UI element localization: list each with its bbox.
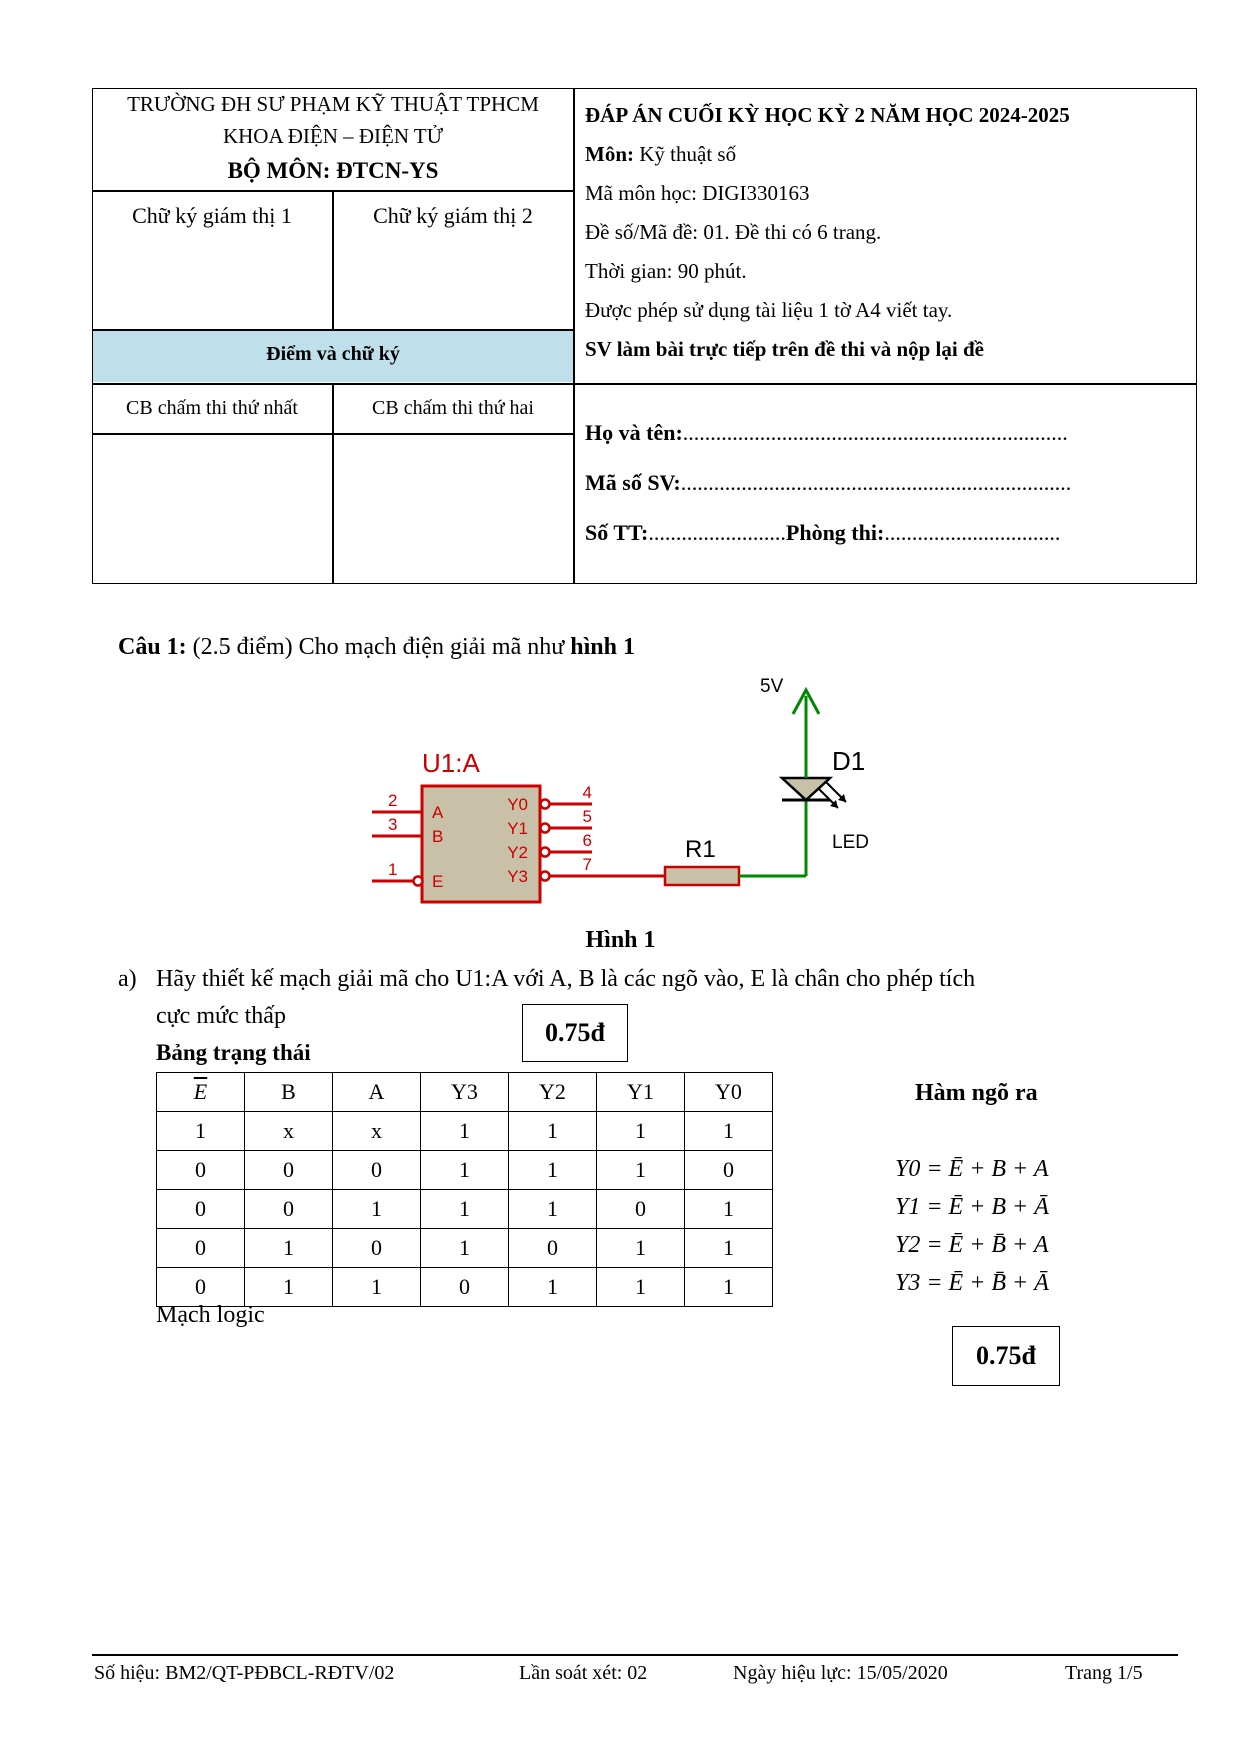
table-cell: 1	[157, 1112, 245, 1151]
figure-ref: hình 1	[570, 634, 635, 660]
header-y2: Y2	[509, 1073, 597, 1112]
exam-code: Đề số/Mã đề: 01. Đề thi có 6 trang.	[585, 220, 882, 244]
seat-label: Số TT:	[585, 520, 649, 545]
question1-label: Câu 1:	[118, 634, 187, 660]
equation-y0: Y0 = Ē + B + A	[895, 1156, 1049, 1182]
score-box-functions: 0.75đ	[952, 1326, 1060, 1386]
table-cell: 0	[157, 1190, 245, 1229]
pin-y1-bubble	[541, 824, 550, 833]
table-cell: 1	[597, 1268, 685, 1307]
exam-title: ĐÁP ÁN CUỐI KỲ HỌC KỲ 2 NĂM HỌC 2024-2025	[585, 103, 1070, 127]
name-dots: ......................................................................	[682, 420, 1068, 445]
table-cell: 0	[157, 1268, 245, 1307]
room-dots: ................................	[884, 520, 1061, 545]
logic-circuit-label: Mạch logic	[156, 1302, 265, 1328]
part-a-line1: Hãy thiết kế mạch giải mã cho U1:A với A, B là các ngõ vào, E là chân cho phép tích	[156, 966, 976, 992]
department-name: BỘ MÔN: ĐTCN-YS	[227, 158, 439, 183]
pin-a-label: A	[432, 803, 444, 822]
room-label: Phòng thi:	[785, 520, 885, 545]
table-cell: 0	[333, 1229, 421, 1268]
footer-revision: Lần soát xét: 02	[519, 1662, 648, 1684]
truth-table	[156, 1072, 773, 1307]
table-cell: 1	[685, 1229, 773, 1268]
pin-b-label: B	[432, 827, 444, 846]
resistor-body	[665, 867, 739, 885]
equation-y3: Y3 = Ē + B̄ + Ā	[895, 1270, 1049, 1296]
pin-y2-number: 6	[582, 831, 592, 850]
footer-divider	[92, 1654, 1178, 1656]
table-cell: x	[245, 1112, 333, 1151]
course-code: Mã môn học: DIGI330163	[585, 181, 810, 205]
instruction-note: SV làm bài trực tiếp trên đề thi và nộp lại đề	[585, 337, 984, 361]
figure-caption: Hình 1	[585, 927, 656, 953]
table-cell: 0	[245, 1151, 333, 1190]
school-name: TRƯỜNG ĐH SƯ PHẠM KỸ THUẬT TPHCM	[127, 92, 539, 116]
question1-points: (2.5 điểm) Cho mạch điện giải mã như	[192, 634, 565, 660]
footer-doc-no: Số hiệu: BM2/QT-PĐBCL-RĐTV/02	[94, 1662, 395, 1684]
table-row	[157, 1268, 773, 1307]
pin-e-number: 1	[388, 860, 398, 879]
table-cell: 1	[597, 1112, 685, 1151]
equation-y1: Y1 = Ē + B + Ā	[895, 1194, 1049, 1220]
table-cell: 0	[421, 1268, 509, 1307]
exam-time: Thời gian: 90 phút.	[585, 259, 747, 283]
materials-note: Được phép sử dụng tài liệu 1 tờ A4 viết tay.	[585, 298, 953, 322]
table-cell: 0	[157, 1151, 245, 1190]
table-cell: 1	[421, 1190, 509, 1229]
pin-y3-label: Y3	[507, 867, 528, 886]
table-cell: 1	[509, 1190, 597, 1229]
footer-effective-date: Ngày hiệu lực: 15/05/2020	[733, 1662, 948, 1684]
score-box-table: 0.75đ	[522, 1004, 628, 1062]
table-cell: 1	[245, 1229, 333, 1268]
table-cell: 0	[245, 1190, 333, 1229]
student-name-field	[585, 420, 1068, 446]
question1-heading	[118, 634, 635, 661]
header-e-bar: $\overline{E}$	[157, 1073, 245, 1112]
table-cell: 0	[685, 1151, 773, 1190]
proctor2-label: Chữ ký giám thị 2	[373, 203, 533, 228]
table-cell: 1	[245, 1268, 333, 1307]
table-cell: 1	[597, 1229, 685, 1268]
faculty-name: KHOA ĐIỆN – ĐIỆN TỬ	[222, 124, 444, 148]
supply-label: 5V	[760, 676, 784, 697]
table-header-row	[157, 1073, 773, 1112]
id-dots: .......................................................................	[680, 470, 1072, 495]
student-id-field	[585, 470, 1071, 496]
table-cell: 1	[333, 1190, 421, 1229]
table-cell: 1	[597, 1151, 685, 1190]
pin-y0-number: 4	[582, 783, 592, 802]
table-cell: 1	[685, 1190, 773, 1229]
header-y1: Y1	[597, 1073, 685, 1112]
table-cell: 1	[509, 1112, 597, 1151]
led-symbol	[782, 778, 830, 800]
pin-b-number: 3	[388, 815, 398, 834]
divider	[573, 383, 1197, 385]
led-type: LED	[832, 832, 869, 853]
subject-line	[585, 142, 736, 167]
output-functions-title: Hàm ngõ ra	[915, 1080, 1038, 1106]
table-cell: 1	[685, 1268, 773, 1307]
decoder-circuit-diagram	[360, 670, 920, 920]
grader1-label: CB chấm thi thứ nhất	[126, 397, 298, 419]
pin-e-bubble	[414, 877, 423, 886]
part-a-line2: cực mức thấp	[156, 1003, 286, 1029]
header-y3: Y3	[421, 1073, 509, 1112]
pin-y0-bubble	[541, 800, 550, 809]
pin-e-label: E	[432, 872, 444, 891]
table-cell: 0	[597, 1190, 685, 1229]
table-row	[157, 1190, 773, 1229]
table-row	[157, 1229, 773, 1268]
seat-dots: .........................	[648, 520, 786, 545]
equation-y2: Y2 = Ē + B̄ + A	[895, 1232, 1049, 1258]
footer-page-number: Trang 1/5	[1065, 1662, 1143, 1684]
resistor-label: R1	[685, 836, 716, 863]
pin-y1-number: 5	[582, 807, 592, 826]
table-cell: 1	[421, 1229, 509, 1268]
table-cell: 1	[421, 1112, 509, 1151]
pin-y2-label: Y2	[507, 843, 528, 862]
chip-name: U1:A	[422, 748, 480, 778]
id-label: Mã số SV:	[585, 470, 681, 495]
table-cell: 0	[333, 1151, 421, 1190]
table-cell: 1	[421, 1151, 509, 1190]
pin-y2-bubble	[541, 848, 550, 857]
table-cell: x	[333, 1112, 421, 1151]
header-a: A	[333, 1073, 421, 1112]
subject-label: Môn:	[585, 142, 634, 166]
table-cell: 0	[509, 1229, 597, 1268]
subject-value: Kỹ thuật số	[639, 142, 737, 166]
pin-y1-label: Y1	[507, 819, 528, 838]
part-a-prefix: a)	[118, 966, 137, 992]
table-cell: 1	[509, 1268, 597, 1307]
grader2-label: CB chấm thi thứ hai	[372, 397, 534, 419]
led-name: D1	[832, 746, 866, 776]
pin-a-number: 2	[388, 791, 398, 810]
truth-table-title: Bảng trạng thái	[156, 1040, 311, 1065]
header-y0: Y0	[685, 1073, 773, 1112]
table-cell: 1	[333, 1268, 421, 1307]
proctor1-label: Chữ ký giám thị 1	[132, 203, 292, 228]
pin-y3-bubble	[541, 872, 550, 881]
table-row	[157, 1112, 773, 1151]
table-cell: 1	[509, 1151, 597, 1190]
name-label: Họ và tên:	[585, 420, 683, 445]
table-row	[157, 1151, 773, 1190]
score-sign-label: Điểm và chữ ký	[266, 343, 400, 365]
table-cell: 0	[157, 1229, 245, 1268]
header-b: B	[245, 1073, 333, 1112]
seat-room-field	[585, 520, 1060, 546]
pin-y3-number: 7	[582, 855, 592, 874]
table-cell: 1	[685, 1112, 773, 1151]
pin-y0-label: Y0	[507, 795, 528, 814]
